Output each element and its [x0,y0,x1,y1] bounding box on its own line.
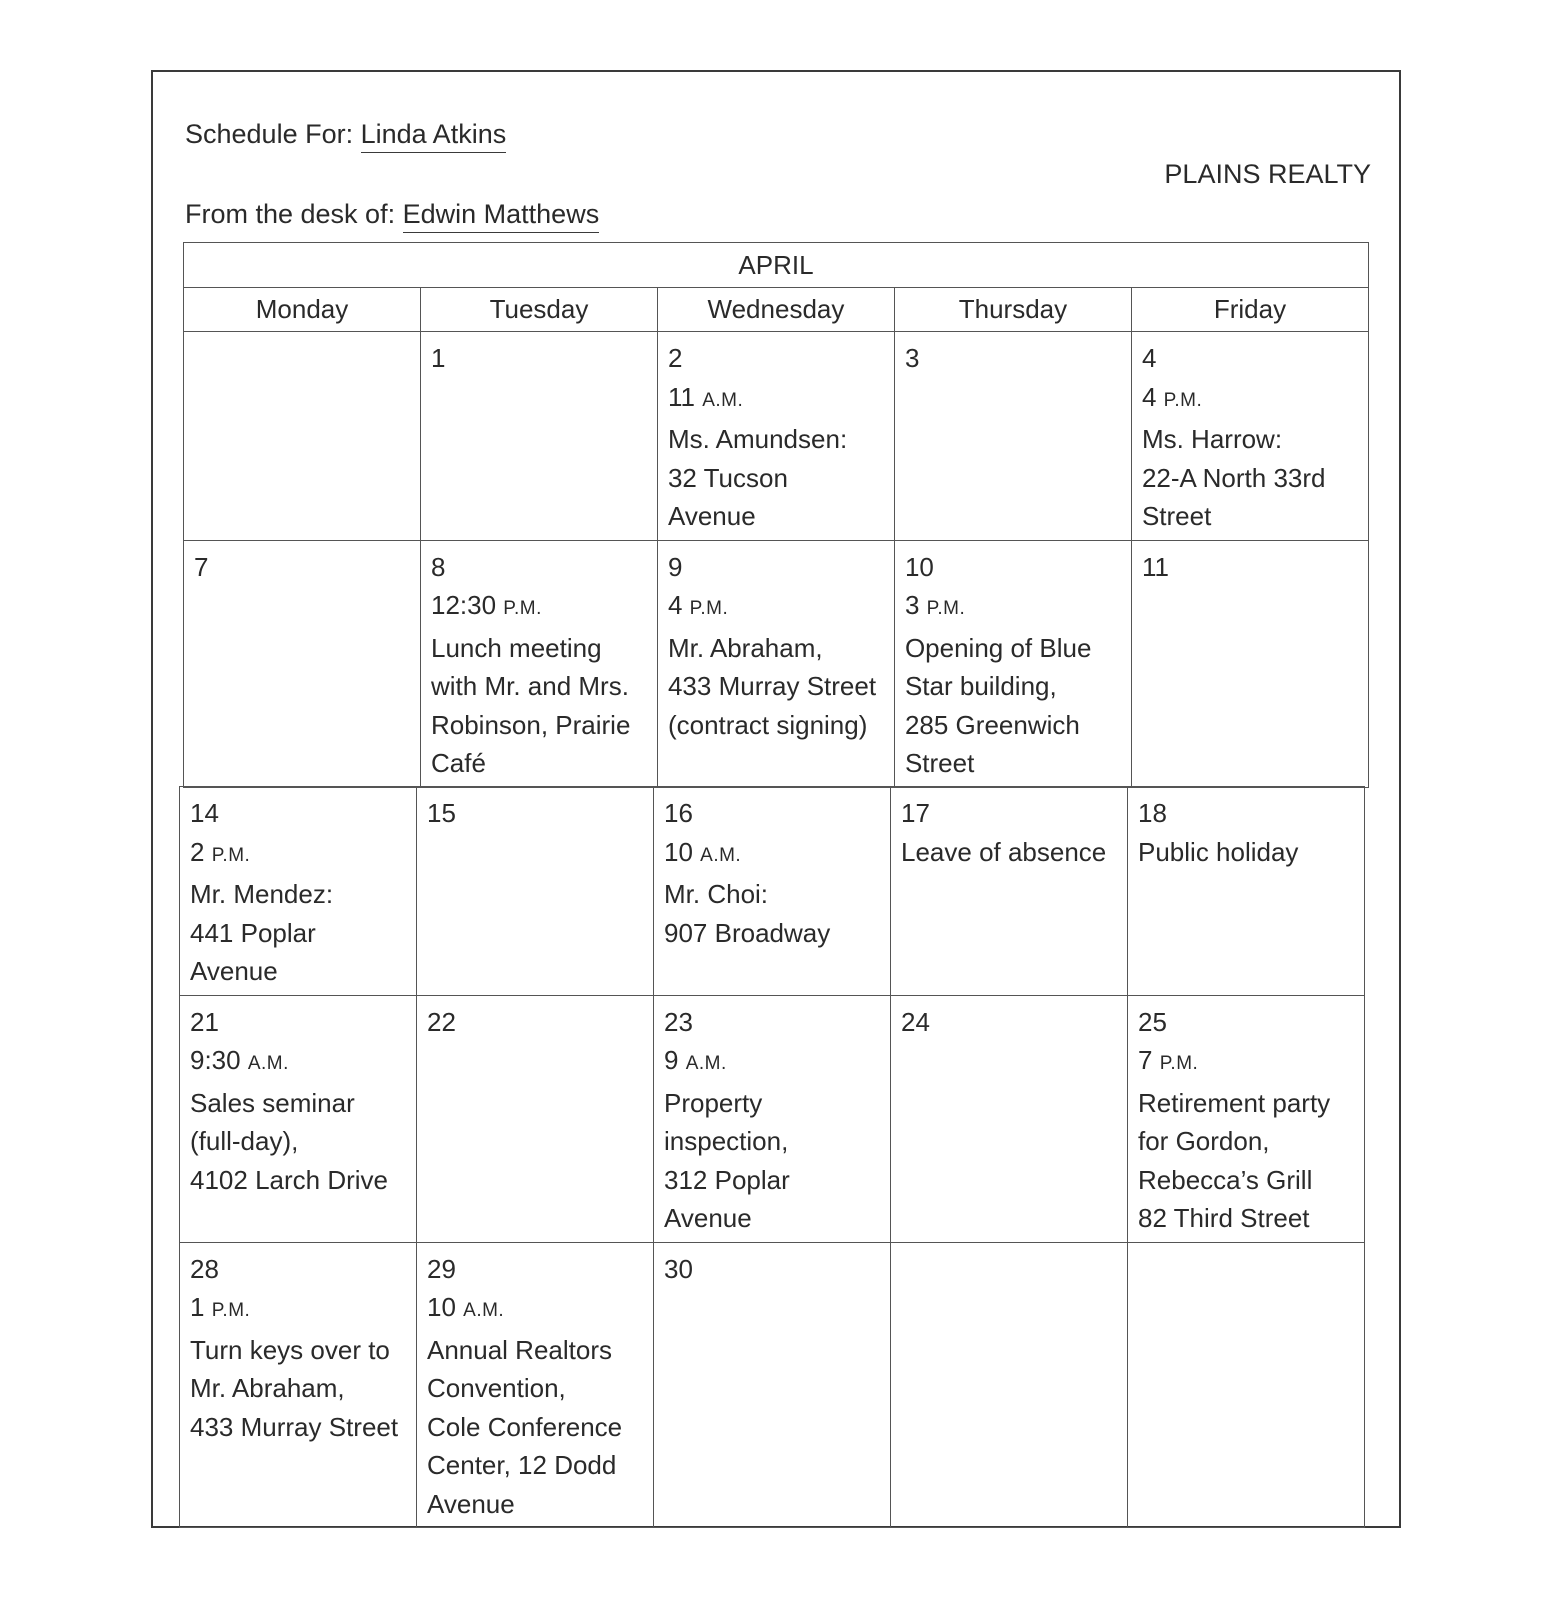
day-number: 14 [190,798,219,828]
day-cell [420,332,657,541]
event-detail-line: Avenue [427,1488,515,1519]
event-time-value: 12:30 [430,590,497,620]
event-time-ampm: A.M. [463,1300,505,1321]
event-detail-line: Retirement party [1138,1087,1331,1118]
event-time-value: 10 [427,1292,456,1322]
event-time [664,1041,881,1084]
week-row [180,995,1365,1242]
day-cell [657,332,894,541]
event-time-ampm: P.M. [211,1300,251,1321]
day-cell [891,995,1128,1242]
day-number [1138,1250,1355,1289]
day-number: 24 [901,1006,930,1037]
event-detail-line: Avenue [190,956,278,986]
day-number: 25 [1138,1006,1167,1037]
event-time [664,833,881,876]
event-detail-line: Annual Realtors [427,1334,612,1365]
day-number: 8 [430,551,446,582]
day-number: 10 [904,551,934,582]
event-time [668,378,885,421]
event-time [1138,1041,1355,1084]
week-row [180,1242,1365,1528]
day-cell [180,1242,417,1528]
schedule-for-name: Linda Atkins [361,119,507,153]
event-time-value: 11 [667,381,695,412]
event-detail-line: Robinson, Prairie [430,709,631,740]
event-time-value: 3 [904,590,920,620]
day-cell [894,540,1131,787]
day-number: 30 [664,1253,693,1284]
from-desk-name: Edwin Matthews [403,199,600,233]
event-time-value: 1 [190,1292,205,1322]
event-detail-line: Leave of absence [901,836,1107,867]
schedule-for-label: Schedule For: [185,119,354,149]
weekday-tuesday: Tuesday [420,288,657,332]
event-detail-line: Lunch meeting [430,632,602,663]
day-number: 28 [190,1253,219,1284]
day-cell [891,1242,1128,1528]
day-cell [184,540,421,787]
event-detail-line: 433 Murray Street [190,1411,399,1442]
event-detail-line: Cole Conference [427,1411,623,1442]
day-cell [657,540,894,787]
day-cell [1131,332,1368,541]
day-number: 18 [1138,798,1167,828]
event-detail-line: 907 Broadway [664,917,831,948]
event-detail-line: 285 Greenwich [904,709,1080,740]
from-desk-line [185,198,599,230]
event-time [1142,378,1359,421]
event-detail-line: with Mr. and Mrs. [430,671,629,701]
day-number: 23 [664,1006,693,1037]
event-detail-line: Public holiday [1138,836,1299,867]
event-detail-line: Star building, [904,671,1057,701]
day-number: 17 [901,798,930,828]
day-number: 1 [430,343,446,373]
event-detail-line: Property [664,1087,763,1118]
day-number: 3 [904,343,920,373]
event-time-value: 9:30 [190,1045,241,1075]
event-time [668,586,885,629]
day-cell [1128,1242,1365,1528]
day-number: 9 [667,551,683,582]
event-detail-line: Ms. Amundsen: [667,424,848,454]
week-row [184,332,1369,541]
day-number [901,1250,1118,1289]
event-detail-line: Convention, [427,1373,566,1403]
event-time-ampm: A.M. [700,844,742,866]
day-cell [180,787,417,996]
weekday-wednesday: Wednesday [657,288,894,332]
event-detail-line: Mr. Mendez: [190,879,334,909]
day-cell [420,540,657,787]
event-time-value: 9 [664,1045,679,1075]
day-number [194,339,411,378]
event-detail-line: Turn keys over to [190,1334,390,1365]
day-cell [180,995,417,1242]
event-time-value: 10 [664,836,693,867]
event-detail-line: Center, 12 Dodd [427,1450,617,1480]
day-cell [654,787,891,996]
day-cell [1131,540,1368,787]
day-cell [1128,995,1365,1242]
event-detail-line: (contract signing) [667,709,868,740]
event-detail-line: 32 Tucson [667,462,788,493]
day-number: 22 [427,1006,456,1037]
weekday-monday: Monday [184,288,421,332]
event-detail-line: 82 Third Street [1138,1203,1310,1233]
event-time-ampm: P.M. [211,844,251,866]
event-time-ampm: A.M. [685,1053,727,1074]
schedule-for-line [185,118,506,150]
event-detail-line: Avenue [664,1203,752,1233]
event-detail-line: 441 Poplar [190,917,316,948]
event-detail-line: Mr. Choi: [664,879,769,909]
calendar-bottom [179,786,1365,1528]
event-detail-line: Mr. Abraham, [667,632,823,663]
event-time-ampm: A.M. [702,389,744,411]
event-time-ampm: P.M. [1163,389,1203,411]
weekday-header-row [184,288,1369,332]
event-detail-line: 4102 Larch Drive [190,1164,388,1195]
day-cell [184,332,421,541]
day-number: 15 [427,798,456,828]
day-number: 4 [1141,343,1157,373]
event-detail-line: Café [430,748,486,778]
event-detail-line: Street [904,748,975,778]
day-cell [891,787,1128,996]
event-detail-line: Ms. Harrow: [1141,424,1283,454]
day-cell [894,332,1131,541]
weekday-thursday: Thursday [894,288,1131,332]
day-cell [654,995,891,1242]
day-cell [417,1242,654,1528]
event-detail-line: 22-A North 33rd [1141,462,1326,493]
event-time-ampm: P.M. [503,598,542,619]
event-detail-line: (full-day), [190,1126,299,1156]
event-time-ampm: P.M. [1159,1053,1199,1074]
event-detail-line: Mr. Abraham, [190,1373,345,1403]
event-time [190,1041,407,1084]
event-time-value: 2 [190,836,205,867]
event-time [431,586,648,629]
week-row [180,787,1365,996]
day-cell [654,1242,891,1528]
month-title: APRIL [184,243,1369,288]
day-number: 2 [667,343,683,373]
event-time [427,1288,644,1331]
event-detail-line: 312 Poplar [664,1164,790,1195]
day-cell [417,787,654,996]
event-time-value: 4 [667,590,683,620]
event-time-ampm: P.M. [926,598,966,619]
event-time-value: 4 [1141,381,1157,412]
company-name: PLAINS REALTY [1164,159,1371,189]
from-desk-label: From the desk of: [185,199,396,229]
event-detail-line: inspection, [664,1126,789,1156]
event-time [905,586,1122,629]
event-detail-line: Street [1141,501,1212,531]
weekday-friday: Friday [1131,288,1368,332]
event-time-ampm: P.M. [689,598,729,619]
day-cell [417,995,654,1242]
week-row [184,540,1369,787]
event-time-value: 7 [1138,1045,1153,1075]
day-number: 29 [427,1253,456,1284]
event-detail-line: Sales seminar [190,1087,355,1118]
event-time [190,1288,407,1331]
event-time-ampm: A.M. [247,1053,289,1074]
event-detail-line: Avenue [667,501,756,531]
day-number: 16 [664,798,693,828]
event-time [190,833,407,876]
event-detail-line: for Gordon, [1138,1126,1270,1156]
event-detail-line: 433 Murray Street [667,671,877,701]
day-number: 11 [1141,551,1169,582]
day-cell [1128,787,1365,996]
day-number: 7 [194,551,209,582]
day-number: 21 [190,1006,219,1037]
event-detail-line: Opening of Blue [904,632,1092,663]
event-detail-line: Rebecca’s Grill [1138,1164,1313,1195]
calendar-top [183,242,1369,788]
